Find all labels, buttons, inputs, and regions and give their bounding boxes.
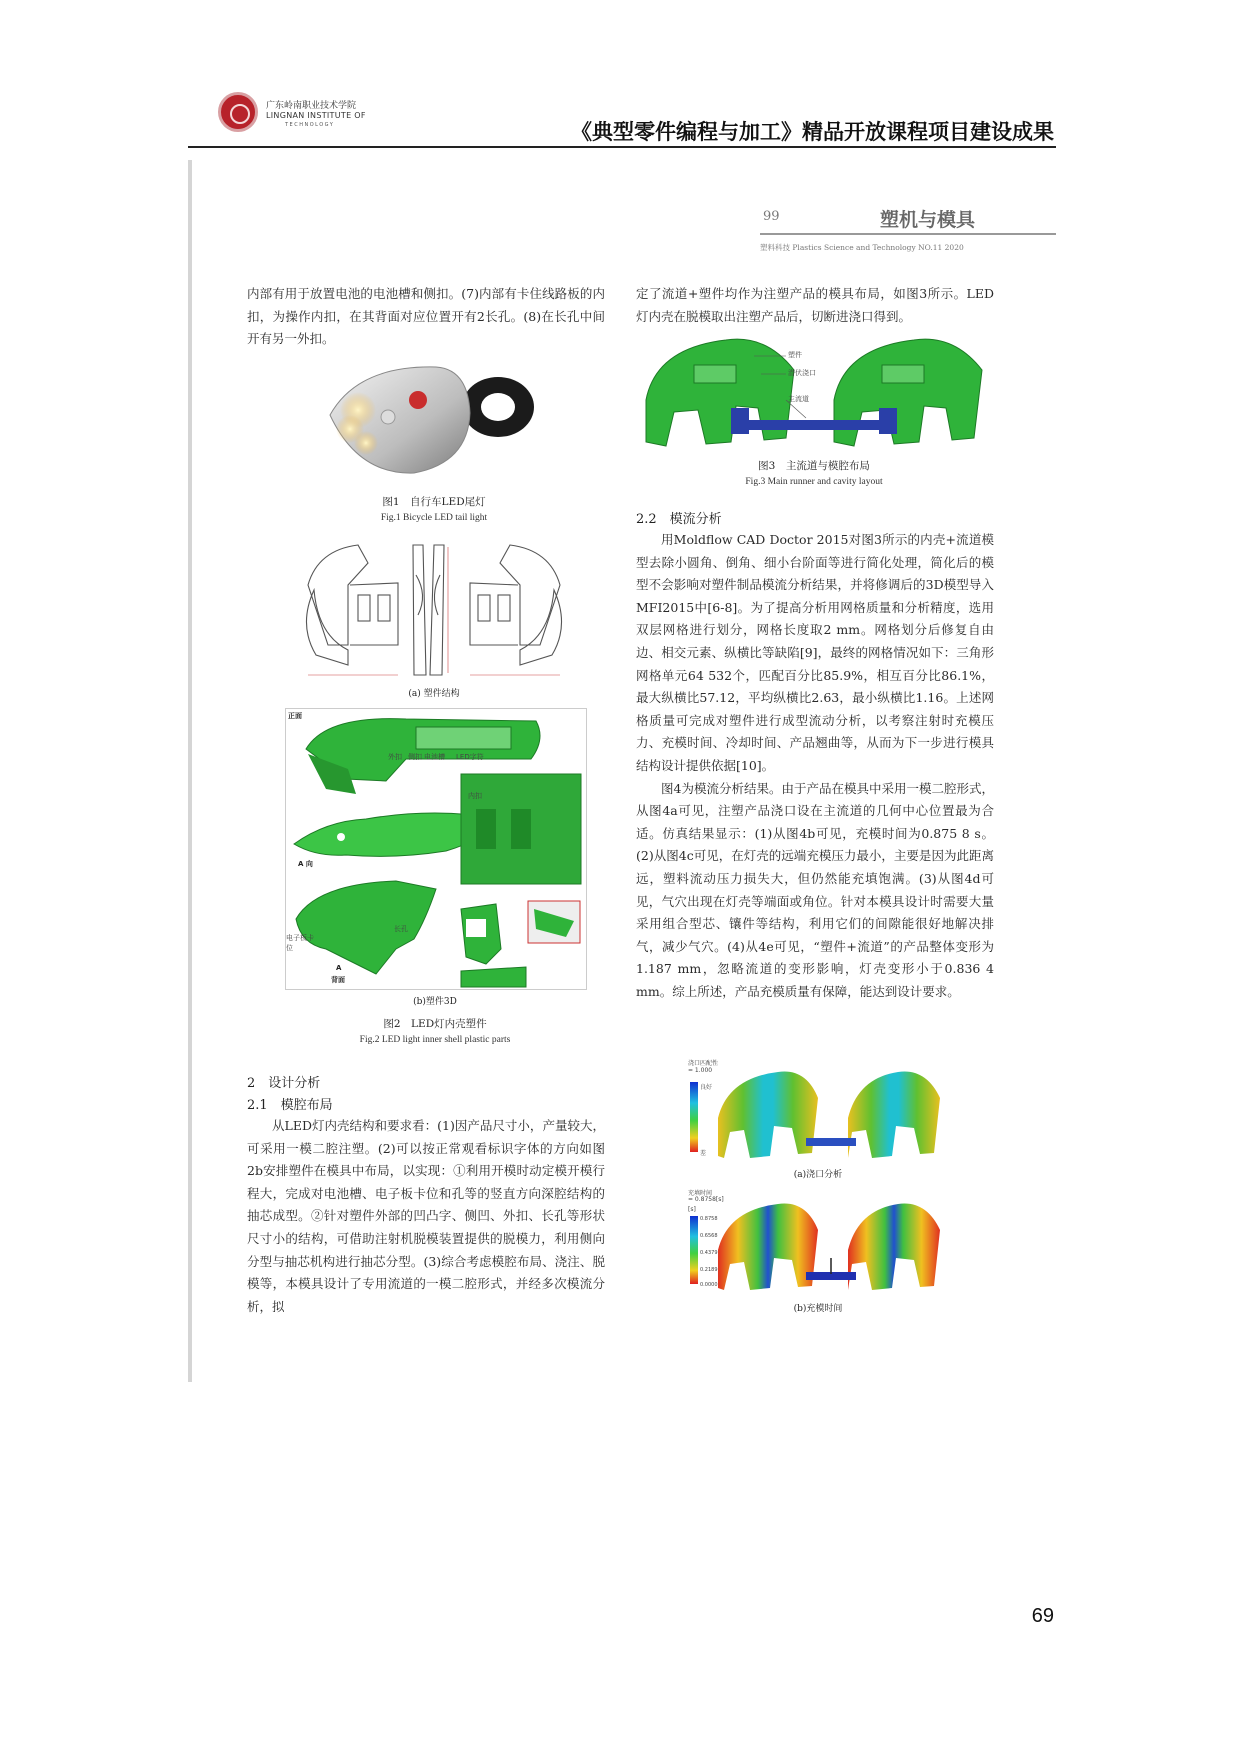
fig4b-legend-unit: [s] — [688, 1206, 696, 1213]
figure-3-caption-cn: 图3 主流道与模腔布局 — [758, 460, 870, 472]
figure-1-caption-en: Fig.1 Bicycle LED tail light — [380, 513, 488, 523]
fig4a-legend-good: 良好 — [700, 1084, 713, 1091]
fig4b-legend-title: 充填时间 — [688, 1190, 713, 1197]
school-name-en-2: TECHNOLOGY — [285, 122, 335, 128]
figure-2-caption-en: Fig.2 LED light inner shell plastic parts — [359, 1035, 511, 1045]
right-intro-paragraph — [636, 283, 994, 328]
figure-2b-caption: (b)塑件3D — [413, 997, 457, 1007]
scan-edge — [188, 160, 192, 1382]
fig2b-label-circuit-clip: 电子板卡位 — [286, 934, 314, 952]
header-rule — [188, 146, 1056, 148]
section-2-2-para-1: 用Moldflow CAD Doctor 2015对图3所示的内壳+流道模型去除小圆角、倒角、细小台阶面等进行简化处理，简化后的模型不会影响对塑件制品模流分析结果，并将修调后的3D模型导入MFI2015中[6-8]。为了提高分析用网格质量和分析精度，选用双层网格进行划分，网格长度取2 mm。网格划分后修复自由边、相交元素、纵横比等缺陷[9]，最终的网格情况如下：三角形网格单元64 532个，匹配百分比85.9%，相互百分比86.1%，最大纵横比57.12，平均纵横比2.63，最小纵横比1.16。上述网格质量可完成对塑件进行成型流动分析，以考察注射时充模压力、充模时间、冷却时间、产品翘曲等，从而为下一步进行模具结构设计提供依据[10]。 — [636, 532, 994, 773]
fig2b-label-a-dir: A 向 — [298, 860, 313, 868]
left-intro-paragraph — [247, 283, 605, 351]
section-2-1-heading: 2.1 模腔布局 — [247, 1098, 333, 1113]
section-2-heading: 2 设计分析 — [247, 1076, 321, 1091]
journal-subline: 塑料科技 Plastics Science and Technology NO.11 2020 — [760, 243, 964, 252]
fig4b-tick: 0.6568 — [700, 1233, 718, 1239]
fig4b-tick: 0.0000 — [700, 1282, 718, 1288]
figure-4a-caption: (a)浇口分析 — [793, 1170, 843, 1180]
fig4b-legend-value: = 0.8758[s] — [688, 1196, 724, 1203]
section-2-2-heading: 2.2 模流分析 — [636, 512, 722, 527]
figure-4b-caption: (b)充模时间 — [793, 1304, 843, 1314]
fig3-label-gate: 潜伏浇口 — [788, 369, 816, 377]
school-name-cn: 广东岭南职业技术学院 — [266, 101, 357, 111]
journal-page-number: 99 — [763, 209, 780, 224]
fig2b-label-inner-buckle: 内扣 — [468, 792, 482, 800]
section-2-2-para-2: 图4为模流分析结果。由于产品在模具中采用一模二腔形式，从图4a可见，注塑产品浇口设在主流道的几何中心位置最为合适。仿真结果显示：(1)从图4b可见，充模时间为0.875 8 s。(2)从图4c可见，在灯壳的远端充模压力最小，主要是因为此距离远，塑料流动压力损失大，但仍然能充填饱满。(3)从图4d可见，气穴出现在灯壳等端面或角位。针对本模具设计时需要大量采用组合型芯、镶件等结构，利用它们的间隙能很好地解决排气，减少气穴。(4)从4e可见，“塑件+流道”的产品整体变形为1.187 mm，忽略流道的变形影响，灯壳变形小于0.836 4 mm。综上所述，产品充模质量有保障，能达到设计要求。 — [636, 780, 994, 999]
figure-1-caption-cn: 图1 自行车LED尾灯 — [382, 496, 486, 508]
journal-name: 塑机与模具 — [880, 209, 976, 231]
section-2-1-body — [247, 1115, 605, 1318]
fig2b-label-side-buckle: 侧扣 — [408, 753, 422, 761]
figure-3-layout — [636, 330, 992, 455]
course-title: 《典型零件编程与加工》精品开放课程项目建设成果 — [571, 120, 1054, 144]
fig2b-label-long-hole: 长孔 — [394, 925, 408, 933]
fig2b-label-text-mark: LED字符 — [456, 753, 484, 761]
fig3-label-part: 塑件 — [788, 351, 802, 359]
page-number: 69 — [1031, 1605, 1054, 1627]
fig2b-label-battery-slot: 电池槽 — [424, 753, 445, 761]
school-name-en: LINGNAN INSTITUTE OF — [266, 111, 366, 120]
fig4b-tick: 0.8758 — [700, 1216, 718, 1222]
section-2-1-text: 从LED灯内壳结构和要求看：(1)因产品尺寸小，产量较大，可采用一模二腔注塑。(2)可以按正常观看标识字体的方向如图2b安排塑件在模具中布局，以实现：①利用开模时动定模开模行程大，完成对电池槽、电子板卡位和孔等的竖直方向深腔结构的抽芯成型。②针对塑件外部的凹凸字、侧凹、外扣、长孔等形状尺寸小的结构，可借助注射机脱模装置提供的脱模力，利用侧向分型与抽芯机构进行抽芯分型。(3)综合考虑模腔布局、浇注、脱模等，本模具设计了专用流道的一模二腔形式，并经多次模流分析，拟 — [247, 1118, 605, 1314]
fig4b-tick: 0.2189 — [700, 1267, 718, 1273]
figure-2a-drawing — [288, 535, 580, 685]
fig2b-label-a-mark: A — [336, 964, 342, 972]
fig4a-legend-value: = 1.000 — [688, 1067, 713, 1074]
figure-2-caption-cn: 图2 LED灯内壳塑件 — [383, 1018, 487, 1030]
school-logo — [218, 92, 258, 132]
figure-1-photo — [318, 355, 550, 487]
fig4a-legend-title: 浇口匹配性 — [688, 1060, 719, 1067]
figure-3-caption-en: Fig.3 Main runner and cavity layout — [745, 477, 883, 487]
fig2b-label-back: 背面 — [331, 976, 345, 984]
fig2b-label-outer-buckle: 外扣 — [388, 753, 402, 761]
left-intro-text: 内部有用于放置电池的电池槽和侧扣。(7)内部有卡住线路板的内扣，为操作内扣，在其背面对应位置开有2长孔。(8)在长孔中间开有另一外扣。 — [247, 286, 605, 347]
figure-4a-gate-analysis — [688, 1058, 948, 1166]
fig3-label-runner: 主流道 — [788, 395, 809, 403]
journal-rule — [760, 233, 1056, 235]
figure-4b-fill-time — [688, 1188, 948, 1300]
fig2b-label-front: 正面 — [288, 712, 302, 720]
fig4b-tick: 0.4379 — [700, 1250, 718, 1256]
fig4a-legend-bad: 差 — [700, 1150, 707, 1157]
section-2-2-body — [636, 529, 994, 1003]
figure-2a-caption: (a) 塑件结构 — [408, 689, 460, 699]
figure-2b-3d — [285, 708, 587, 990]
right-intro-text: 定了流道+塑件均作为注塑产品的模具布局，如图3所示。LED灯内壳在脱模取出注塑产品后，切断进浇口得到。 — [636, 286, 994, 324]
